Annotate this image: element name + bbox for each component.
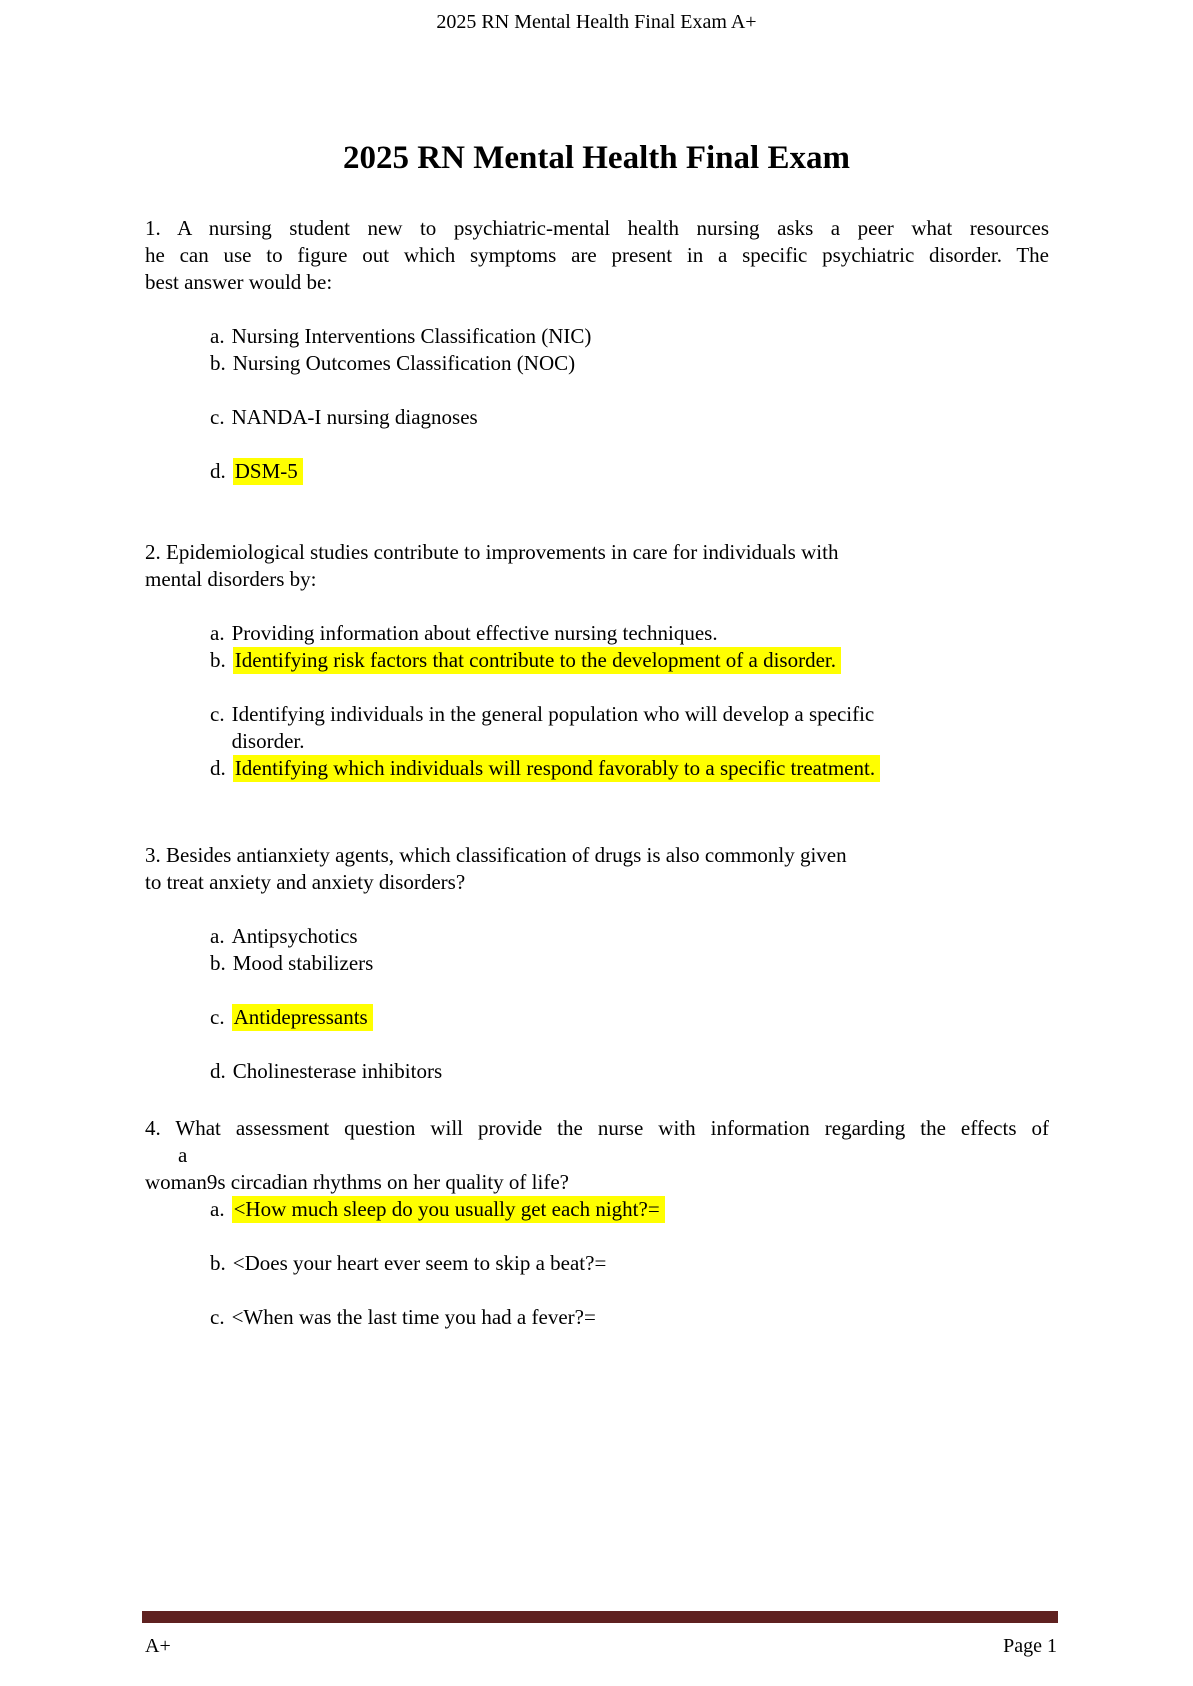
option-text: Cholinesterase inhibitors [232,1059,443,1083]
option-text-line: disorder. [231,729,305,753]
question-2 [145,539,1049,782]
stem-line: best answer would be: [145,270,333,294]
question-4-stem [145,1115,1049,1196]
page-title: 2025 RN Mental Health Final Exam [343,140,850,176]
highlighted-answer: Identifying risk factors that contribute to the development of a disorder. [233,647,841,674]
option-text-line: Identifying individuals in the general population who will develop a specific [231,702,875,726]
option-row [145,350,1049,377]
option-letter: d. [210,1059,226,1083]
option-text: Nursing Outcomes Classification (NOC) [232,351,576,375]
option-text: NANDA-I nursing diagnoses [231,405,478,429]
option-row [145,701,1049,755]
option-text: Antipsychotics [231,924,358,948]
page-header: 2025 RN Mental Health Final Exam A+ [436,11,757,33]
option-letter: c. [210,702,225,726]
question-2-stem [145,539,1049,593]
question-3-stem [145,842,1049,896]
stem-line: he can use to figure out which symptoms are present in a specific psychiatric disorder. The [145,243,1049,267]
stem-line: 3. Besides antianxiety agents, which classification of drugs is also commonly given [145,843,847,867]
option-letter: a. [210,324,225,348]
footer-divider-bar [142,1611,1058,1623]
option-text: Mood stabilizers [232,951,374,975]
option-row [145,323,1049,350]
highlighted-answer: DSM-5 [233,458,303,485]
highlighted-answer: Antidepressants [232,1004,373,1031]
option-row [145,1058,1049,1085]
question-3-options [145,923,1049,1085]
option-letter: b. [210,648,226,672]
stem-line: 2. Epidemiological studies contribute to improvements in care for individuals with [145,540,839,564]
option-letter: d. [210,756,226,780]
option-row [145,950,1049,977]
stem-line: 1. A nursing student new to psychiatric-mental health nursing asks a peer what resources [145,216,1049,240]
option-row [145,1004,1049,1031]
page-footer [145,1633,1057,1659]
option-text: Nursing Interventions Classification (NIC) [231,324,592,348]
option-letter: a. [210,1197,225,1221]
option-row [145,1304,1049,1331]
stem-line: to treat anxiety and anxiety disorders? [145,870,466,894]
question-2-options [145,620,1049,782]
stem-line: a [178,1143,188,1167]
stem-line: 4. What assessment question will provide the nurse with information regarding the effects of [145,1116,1049,1140]
option-letter: a. [210,924,225,948]
option-text [233,647,1049,674]
option-letter: c. [210,405,225,429]
option-row [145,1250,1049,1277]
option-text [233,755,1049,782]
page-number: Page 1 [1003,1635,1057,1657]
question-4-options [145,1196,1049,1331]
exam-body [145,215,1049,1331]
option-letter: d. [210,459,226,483]
question-4 [145,1115,1049,1331]
option-row [145,755,1049,782]
question-1-options [145,323,1049,485]
highlighted-answer: Identifying which individuals will respond favorably to a specific treatment. [233,755,880,782]
option-row [145,404,1049,431]
option-letter: b. [210,351,226,375]
option-text [233,458,1049,485]
stem-line: mental disorders by: [145,567,317,591]
option-row [145,620,1049,647]
option-letter: c. [210,1005,225,1029]
option-letter: c. [210,1305,225,1329]
option-row [145,923,1049,950]
question-1 [145,215,1049,485]
option-row [145,647,1049,674]
option-text [232,1004,1049,1031]
option-letter: b. [210,951,226,975]
question-1-stem [145,215,1049,296]
option-row [145,1196,1049,1223]
option-letter: a. [210,621,225,645]
highlighted-answer: <How much sleep do you usually get each night?= [232,1196,665,1223]
option-text: <When was the last time you had a fever?= [231,1305,596,1329]
option-text [232,1196,1049,1223]
option-row [145,458,1049,485]
question-3 [145,842,1049,1085]
option-text: <Does your heart ever seem to skip a beat?= [232,1251,607,1275]
stem-line: woman9s circadian rhythms on her quality of life? [145,1170,569,1194]
option-letter: b. [210,1251,226,1275]
option-text [232,701,1049,755]
footer-grade-label: A+ [145,1635,171,1657]
option-text: Providing information about effective nursing techniques. [231,621,718,645]
